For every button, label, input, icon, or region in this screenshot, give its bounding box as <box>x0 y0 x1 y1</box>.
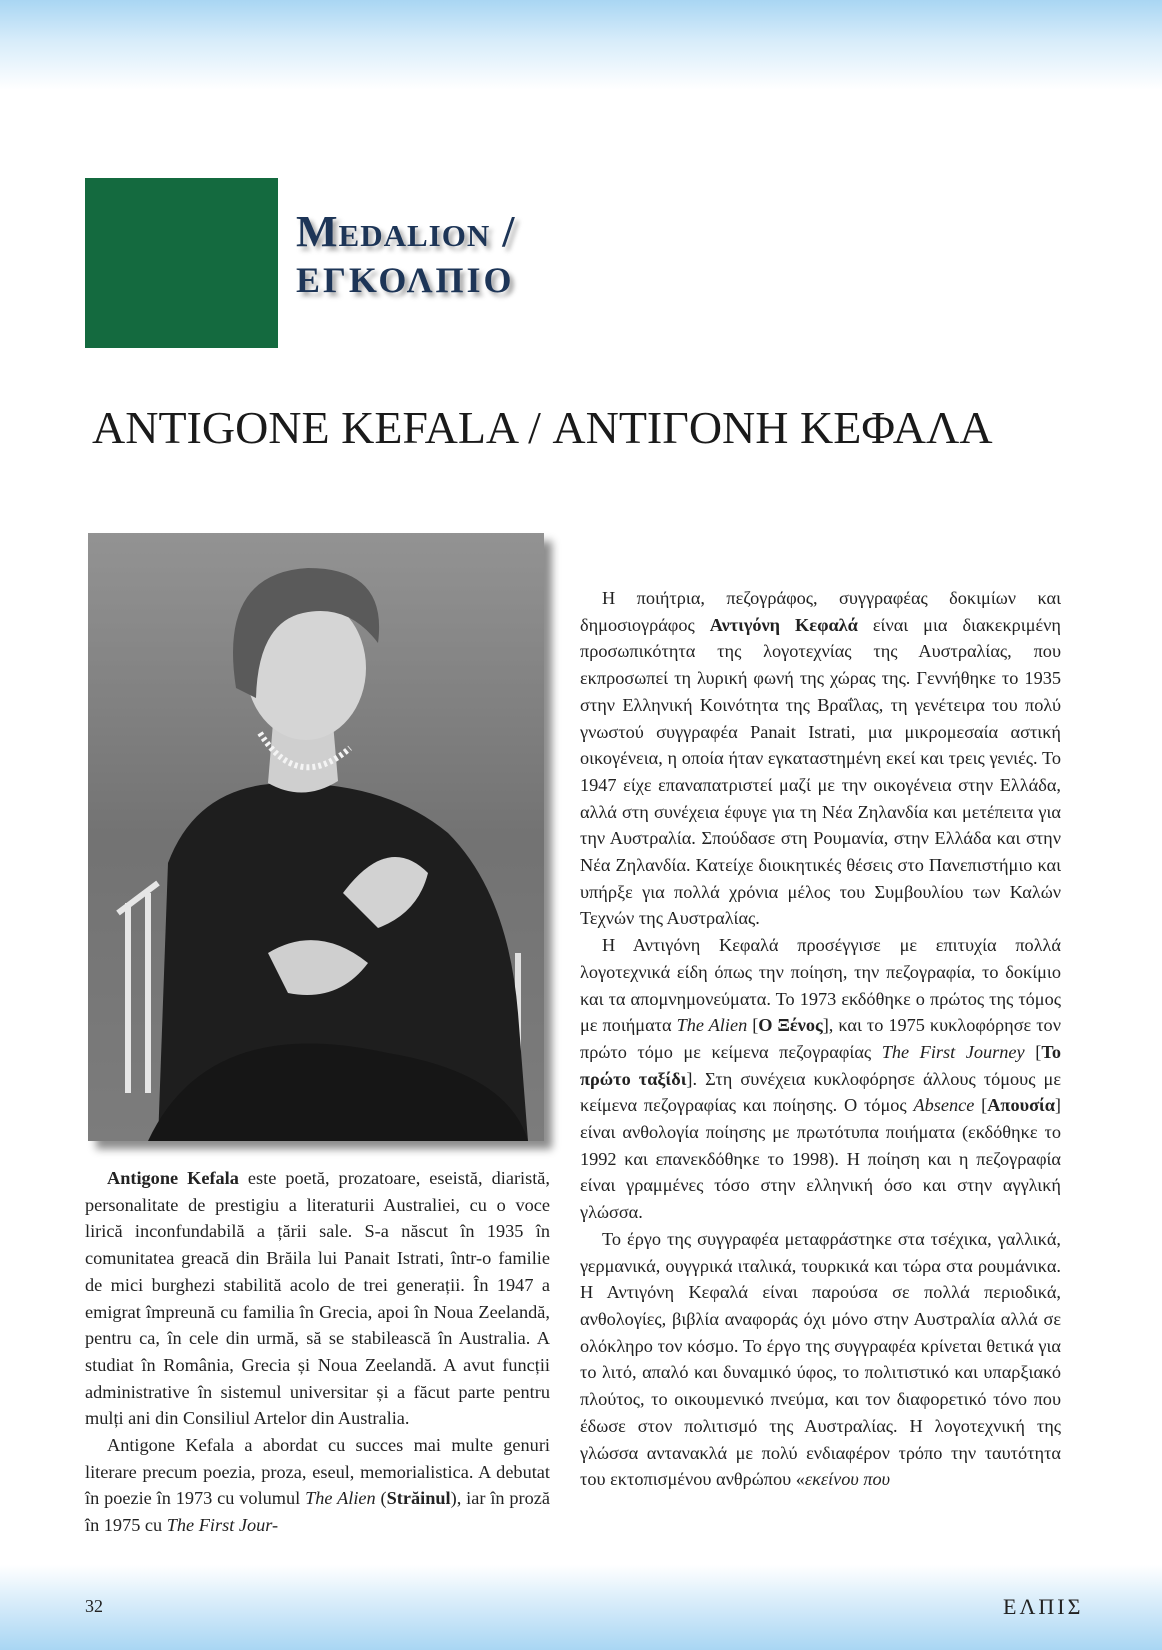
ro-author-name: Antigone Kefala <box>107 1168 239 1188</box>
ro-book-title-alien: The Alien <box>305 1488 376 1509</box>
gr-paragraph-1 <box>580 585 1061 932</box>
ro-book-title-strainul: Străinul <box>386 1488 451 1509</box>
article-title <box>92 400 1092 455</box>
gr-paragraph-2-text-e: ]. Στη συνέχεια κυκλοφόρησε άλλους τόμους με κείμενα πεζογραφίας και ποίησης. Ο τόμος <box>580 1068 1061 1116</box>
gr-book-title-o-xenos: Ο Ξένος <box>758 1015 823 1036</box>
article-title-latin: ANTIGONE KEFALA / <box>92 402 541 453</box>
ro-paragraph-2-text-b: ( <box>375 1488 387 1509</box>
gr-book-title-alien: The Alien <box>676 1015 748 1036</box>
right-column-greek <box>580 585 1061 1493</box>
section-title-latin: Medalion / <box>296 207 516 256</box>
gr-paragraph-2-text-c: ], και το 1975 κυκλοφόρησε τον πρώτο τόμο με κείμενα πεζογραφίας <box>580 1015 1061 1062</box>
gr-author-name: Αντιγόνη Κεφαλά <box>709 614 858 635</box>
ro-paragraph-1-text: este poetă, prozatoare, eseistă, diaristă, personalitate de prestigiu a literaturii Australiei, cu o voce lirică inconfundabilă a țării sale. S-a născut în 1935 în comunitatea greacă din Brăila lui Panait Istrati, într-o familie de mici burghezi stabilită acolo de trei generații. În 1947 a emigrat împreună cu familia în Grecia, apoi în Noua Zeelandă, pentru ca, în cele din urmă, să se stabilească în Australia. A studiat în România, Grecia și Noua Zeelandă. A avut funcții administrative în sistemul universitar și a făcut parte pentru mulți ani din Consiliul Artelor din Australia. <box>85 1168 550 1429</box>
gr-book-title-proto-taxidi: Το πρώτο ταξίδι <box>580 1041 1061 1089</box>
ro-paragraph-2 <box>85 1432 550 1539</box>
portrait-illustration <box>88 533 544 1141</box>
gr-book-title-apousia: Απουσία <box>987 1095 1055 1116</box>
gr-paragraph-3-quote: εκείνου που <box>804 1469 891 1490</box>
bottom-gradient-band <box>0 1565 1162 1650</box>
section-title-greek: ΕΓΚΟΛΠΙΟ <box>296 260 515 300</box>
section-green-block <box>85 178 278 348</box>
gr-book-title-absence: Absence <box>913 1095 975 1116</box>
gr-paragraph-3-text-a: Το έργο της συγγραφέα μεταφράστηκε στα τσέχικα, γαλλικά, γερμανικά, ουγγρικά ιταλικά, τουρκικά και τώρα στα ρουμάνικα. Η Αντιγόνη Κεφαλά είναι παρούσα σε πολλά περιοδικά, ανθολογίες, βιβλία αναφοράς όχι μόνο στην Αυστραλία αλλά σε ολόκληρο τον κόσμο. Το έργο της συγγραφέα κρίνεται θετικά για το λιτό, απαλό και δυναμικό ύφος, το πολιτιστικό και υπαρξιακό πλούτος, το οικουμενικό πνεύμα, και τον διαφορετικό τόνο που έδωσε στον πολιτισμό της Αυστραλίας. Η λογοτεχνική της γλώσσα αντανακλά με πολύ ενδιαφέρον τρόπο την ταυτότητα του εκτοπισμένου ανθρώπου « <box>580 1228 1061 1490</box>
article-title-greek: ΑΝΤΙΓΟΝΗ ΚΕΦΑΛΑ <box>552 402 993 453</box>
gr-paragraph-3 <box>580 1226 1061 1493</box>
ro-paragraph-1 <box>85 1165 550 1432</box>
left-column-romanian <box>85 1165 550 1539</box>
page-number: 32 <box>85 1596 103 1616</box>
ro-paragraph-2-text-a: Antigone Kefala a abordat cu succes mai multe genuri literare precum poezia, proza, eseul, memorialistica. A debutat în poezie în 1973 cu volumul <box>85 1435 550 1509</box>
top-gradient-band <box>0 0 1162 90</box>
gr-book-title-first-journey: The First Journey <box>881 1041 1025 1062</box>
gr-paragraph-1-text-b: είναι μια διακεκριμένη προσωπικότητα της λογοτεχνίας της Αυστραλίας, που εκπροσωπεί τη λυρική φωνή της χώρας της. Γεννήθηκε το 1935 στην Ελληνική Κοινότητα της Βραΐλας, τη γενέτειρα του πολύ γνωστού συγγραφέα Panait Istrati, μια μικρομεσαία αστική οικογένεια, η οποία ήταν εγκαταστημένη εκεί και τρεις γενιές. Το 1947 είχε επαναπατριστεί μαζί με την οικογένεια στην Ελλάδα, αλλά στη συνέχεια έφυγε για τη Νέα Ζηλανδία και μετέπειτα για την Αυστραλία. Σπούδασε στη Ρουμανία, στην Ελλάδα και στην Νέα Ζηλανδία. Κατείχε διοικητικές θέσεις στο Πανεπιστήμιο και υπήρξε για πολλά χρόνια μέλος του Συμβουλίου των Καλών Τεχνών της Αυστραλίας. <box>580 614 1061 929</box>
ro-book-title-first-journey: The First Jour- <box>166 1515 279 1536</box>
gr-paragraph-2-text-b: [ <box>747 1015 759 1036</box>
gr-paragraph-2-text-f: [ <box>974 1095 988 1116</box>
gr-paragraph-2-text-d: [ <box>1024 1041 1042 1062</box>
gr-paragraph-2 <box>580 932 1061 1226</box>
gr-paragraph-2-text-a: Η Αντιγόνη Κεφαλά προσέγγισε με επιτυχία πολλά λογοτεχνικά είδη όπως την ποίηση, την πεζογραφία, το δοκίμιο και τα απομνημονεύματα. Το 1973 εκδόθηκε ο πρώτος της τόμος με ποιήματα <box>580 935 1061 1036</box>
gr-paragraph-2-text-g: ] είναι ανθολογία ποίησης με πρωτότυπα ποιήματα (εκδόθηκε το 1992 και επανεκδόθηκε το 1998). Η ποίηση και η πεζογραφία είναι γραμμένες τόσο στην ελληνική όσο και στην αγγλική γλώσσα. <box>580 1095 1061 1223</box>
section-title <box>296 207 516 300</box>
author-portrait-photo <box>88 533 544 1141</box>
gr-paragraph-1-text-a: Η ποιήτρια, πεζογράφος, συγγραφέας δοκιμίων και δημοσιογράφος <box>580 588 1061 635</box>
journal-name: ΕΛΠΙΣ <box>1003 1594 1084 1619</box>
ro-paragraph-2-text-c: ), iar în proză în 1975 cu <box>85 1488 550 1536</box>
